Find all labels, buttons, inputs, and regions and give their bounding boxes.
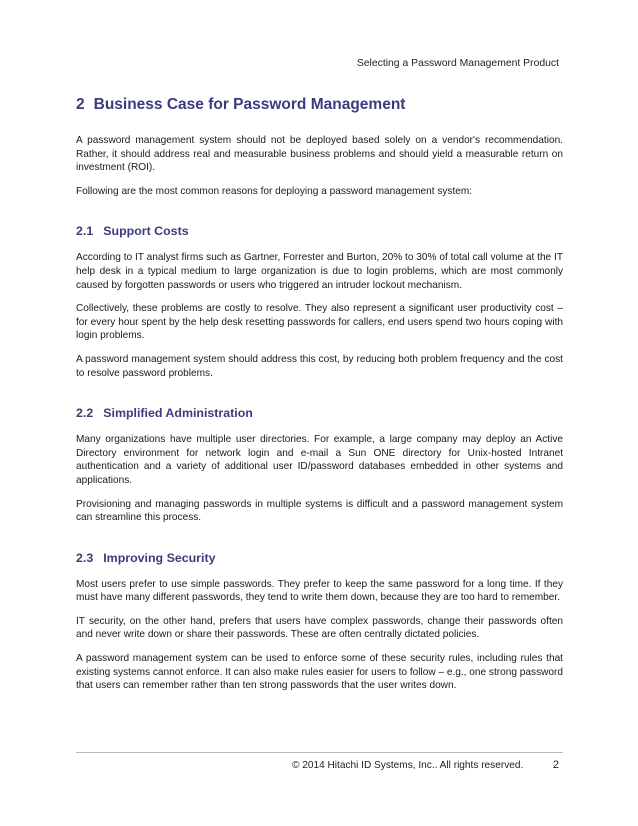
subsection-heading-improving-security [76, 551, 563, 565]
section-title: Business Case for Password Management [93, 96, 406, 113]
paragraph: Most users prefer to use simple passwords. They prefer to keep the same password for a long time. If they must have many different passwords, they tend to write them down, because they are too hard to remember. [76, 578, 563, 604]
paragraph: A password management system should address this cost, by reducing both problem frequency and the cost to resolve password problems. [76, 353, 563, 379]
subsection-number: 2.3 [76, 550, 94, 565]
paragraph: Many organizations have multiple user directories. For example, a large company may deploy an Active Directory environment for network login and e-mail a Sun ONE directory for Unix-hosted Intranet authentication and a variety of additional user ID/password databases embedded in other systems and applications. [76, 434, 563, 486]
subsection-title: Simplified Administration [103, 406, 253, 421]
section-heading [76, 96, 563, 114]
paragraph: Provisioning and managing passwords in multiple systems is difficult and a password management system can streamline this process. [76, 498, 563, 524]
paragraph: According to IT analyst firms such as Gartner, Forrester and Burton, 20% to 30% of total call volume at the IT help desk in a typical medium to large organization is due to login problems, which are most commonly caused by forgotten passwords or users who triggered an intruder lockout mechanism. [76, 252, 563, 291]
paragraph: Following are the most common reasons for deploying a password management system: [76, 185, 473, 197]
footer-copyright: © 2014 Hitachi ID Systems, Inc.. All rights reserved. [292, 760, 524, 771]
subsection-heading-simplified-administration [76, 406, 563, 420]
page-number: 2 [552, 759, 559, 771]
page-content [76, 96, 563, 703]
footer-divider [76, 752, 563, 753]
subsection-title: Improving Security [103, 550, 216, 565]
subsection-number: 2.1 [76, 224, 94, 239]
paragraph: A password management system can be used to enforce some of these security rules, including rules that existing systems cannot enforce. It can also make rules easier for users to follow – e.g., one strong password that users can remember rather than ten strong passwords that the user writes down. [76, 653, 563, 692]
running-header: Selecting a Password Management Product [356, 58, 559, 69]
paragraph: Collectively, these problems are costly to resolve. They also represent a significant user productivity cost – for every hour spent by the help desk resetting passwords for callers, end users spend two hours coping with login problems. [76, 303, 563, 342]
paragraph: IT security, on the other hand, prefers that users have complex passwords, change their passwords often and never write down or share their passwords. These are often centrally dictated policies. [76, 615, 563, 641]
subsection-number: 2.2 [76, 406, 94, 421]
section-number: 2 [76, 96, 85, 113]
paragraph: A password management system should not be deployed based solely on a vendor's recommendation. Rather, it should address real and measurable business problems and should yield a measurable return on investment (ROI). [76, 135, 563, 174]
subsection-heading-support-costs [76, 224, 563, 238]
subsection-title: Support Costs [103, 224, 189, 239]
